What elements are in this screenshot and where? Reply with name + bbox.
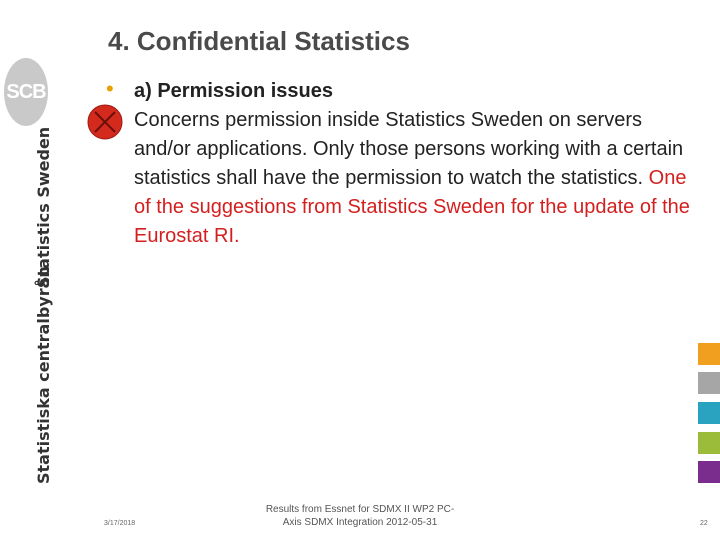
footer-date: 3/17/2018: [104, 520, 136, 527]
page-number: 22: [700, 520, 708, 527]
accent-square-gray: [698, 372, 720, 394]
body-paragraph: [134, 106, 694, 251]
footer-caption: [240, 503, 480, 529]
accent-square-green: [698, 432, 720, 454]
footer-caption-line2: Axis SDMX Integration 2012-05-31: [282, 517, 438, 528]
body-text-red: One of the suggestions from Statistics Sweden for the update of the Eurostat RI.: [134, 167, 690, 247]
scb-logo: [4, 58, 48, 126]
bullet-dot: •: [106, 76, 114, 101]
bullet-heading: a) Permission issues: [134, 80, 333, 102]
page-title: 4. Confidential Statistics: [108, 26, 410, 56]
footer-caption-line1: Results from Essnet for SDMX II WP2 PC-: [265, 504, 455, 515]
accent-square-teal: [698, 402, 720, 424]
brand-statistiska-centralbyran: Statistiska centralbyrån: [34, 266, 53, 484]
body-text-black: Concerns permission inside Statistics Sweden on servers and/or applications. Only those persons working with a certain statistics shall have the permission to watch the statistics.: [134, 109, 684, 189]
brand-statistics-sweden: Statistics Sweden: [34, 126, 53, 288]
cross-circle-icon: [86, 103, 124, 141]
accent-square-purple: [698, 461, 720, 483]
scb-logo-text: SCB: [6, 80, 46, 103]
accent-square-orange: [698, 343, 720, 365]
